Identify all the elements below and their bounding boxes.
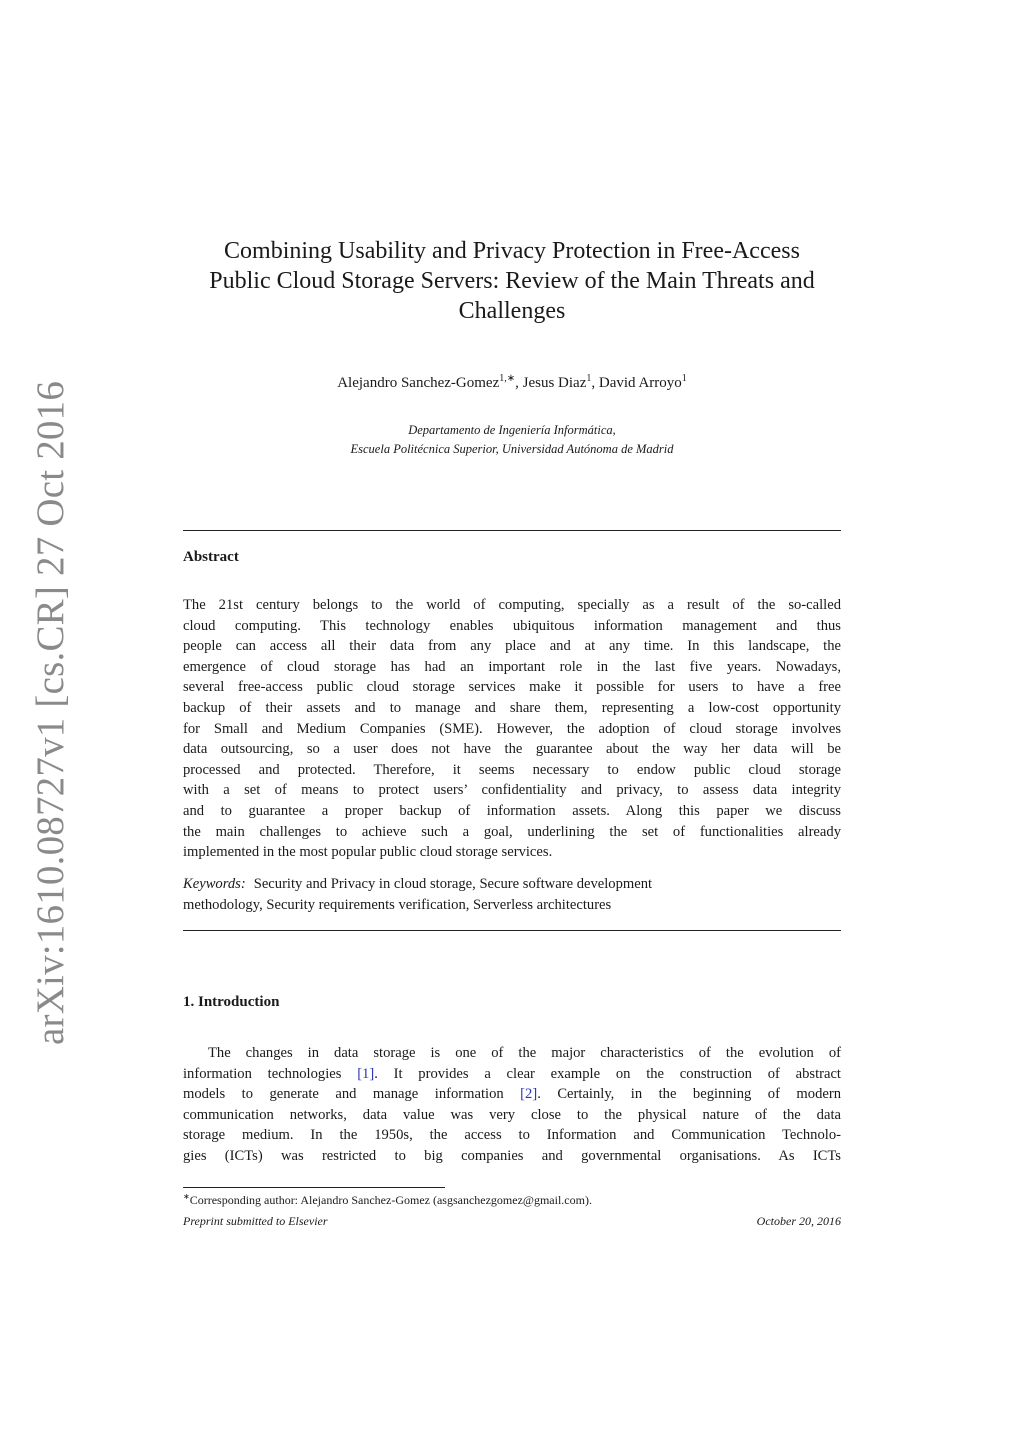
abstract-line: The 21st century belongs to the world of computing, specially as a result of the so-called: [183, 597, 841, 613]
citation-link[interactable]: [2]: [520, 1086, 538, 1103]
author-affiliation-mark: 1: [586, 373, 592, 384]
abstract-top-rule: [183, 530, 841, 531]
abstract-line: and to guarantee a proper backup of information assets. Along this paper we discuss: [183, 802, 841, 819]
intro-text: models to generate and manage information: [183, 1086, 521, 1103]
abstract-line: cloud computing. This technology enables ubiquitous information management and thus: [183, 617, 841, 634]
abstract-line: data outsourcing, so a user does not have the guarantee about the way her data will be: [183, 741, 841, 758]
arxiv-identifier-stamp: arXiv:1610.08727v1 [cs.CR] 27 Oct 2016: [29, 380, 72, 1045]
intro-line: [183, 1064, 841, 1085]
abstract-body: [183, 595, 841, 863]
intro-line: The changes in data storage is one of the major characteristics of the evolution of: [208, 1045, 841, 1061]
abstract-line: the main challenges to achieve such a goal, underlining the set of functionalities already: [183, 823, 841, 840]
affiliation: [150, 421, 874, 459]
intro-text: information technologies: [183, 1065, 358, 1082]
intro-text: . Certainly, in the beginning of modern: [537, 1086, 841, 1103]
author-separator: ,: [591, 375, 599, 391]
author-name: David Arroyo: [598, 375, 682, 391]
abstract-line: people can access all their data from any place and at any time. In this landscape, the: [183, 638, 841, 655]
abstract-heading: Abstract: [183, 549, 239, 565]
introduction-heading: 1. Introduction: [183, 994, 280, 1010]
preprint-date: October 20, 2016: [756, 1214, 841, 1228]
abstract-bottom-rule: [183, 930, 841, 931]
introduction-body: [183, 1043, 841, 1167]
paper-title: [150, 236, 874, 326]
abstract-line: processed and protected. Therefore, it seems necessary to endow public cloud storage: [183, 761, 841, 778]
abstract-line: several free-access public cloud storage services make it possible for users to have a free: [183, 679, 841, 696]
abstract-line: for Small and Medium Companies (SME). However, the adoption of cloud storage involves: [183, 720, 841, 737]
author-list: [150, 373, 874, 392]
intro-text: . It provides a clear example on the construction of abstract: [374, 1065, 841, 1082]
citation-link[interactable]: [1]: [357, 1065, 375, 1082]
preprint-note: Preprint submitted to Elsevier: [183, 1214, 328, 1228]
footnote-text: Corresponding author: Alejandro Sanchez-Gomez (asgsanchezgomez@gmail.com).: [189, 1193, 592, 1207]
footnote-rule: [183, 1187, 445, 1188]
affiliation-line: Departamento de Ingeniería Informática,: [408, 423, 616, 437]
author-name: Jesus Diaz: [522, 375, 587, 391]
title-line: Challenges: [458, 298, 566, 324]
abstract-line: emergence of cloud storage has had an important role in the last five years. Nowadays,: [183, 658, 841, 675]
author-affiliation-mark: 1,∗: [499, 373, 516, 384]
intro-line: gies (ICTs) was restricted to big companies and governmental organisations. As ICTs: [183, 1147, 841, 1164]
keywords-text: methodology, Security requirements verification, Serverless architectures: [183, 896, 612, 913]
intro-line: storage medium. In the 1950s, the access to Information and Communication Technolo-: [183, 1127, 841, 1144]
author-affiliation-mark: 1: [681, 373, 687, 384]
title-line: Public Cloud Storage Servers: Review of the Main Threats and: [209, 268, 815, 294]
intro-line: [183, 1084, 841, 1105]
title-line: Combining Usability and Privacy Protection in Free-Access: [224, 238, 800, 264]
keywords-label: Keywords:: [183, 876, 246, 892]
author-name: Alejandro Sanchez-Gomez: [337, 375, 500, 391]
abstract-line: backup of their assets and to manage and share them, representing a low-cost opportunity: [183, 699, 841, 716]
author-separator: ,: [515, 375, 523, 391]
footnote-marker: ∗: [183, 1192, 190, 1201]
abstract-line: with a set of means to protect users’ confidentiality and privacy, to assess data integrity: [183, 782, 841, 799]
keywords-text: Security and Privacy in cloud storage, Secure software development: [253, 876, 653, 892]
footnote: [183, 1192, 841, 1208]
keywords: [183, 874, 841, 915]
preprint-footer: [183, 1214, 841, 1229]
abstract-line: implemented in the most popular public cloud storage services.: [183, 844, 553, 861]
affiliation-line: Escuela Politécnica Superior, Universidad Autónoma de Madrid: [350, 442, 674, 456]
intro-line: communication networks, data value was very close to the physical nature of the data: [183, 1106, 841, 1123]
